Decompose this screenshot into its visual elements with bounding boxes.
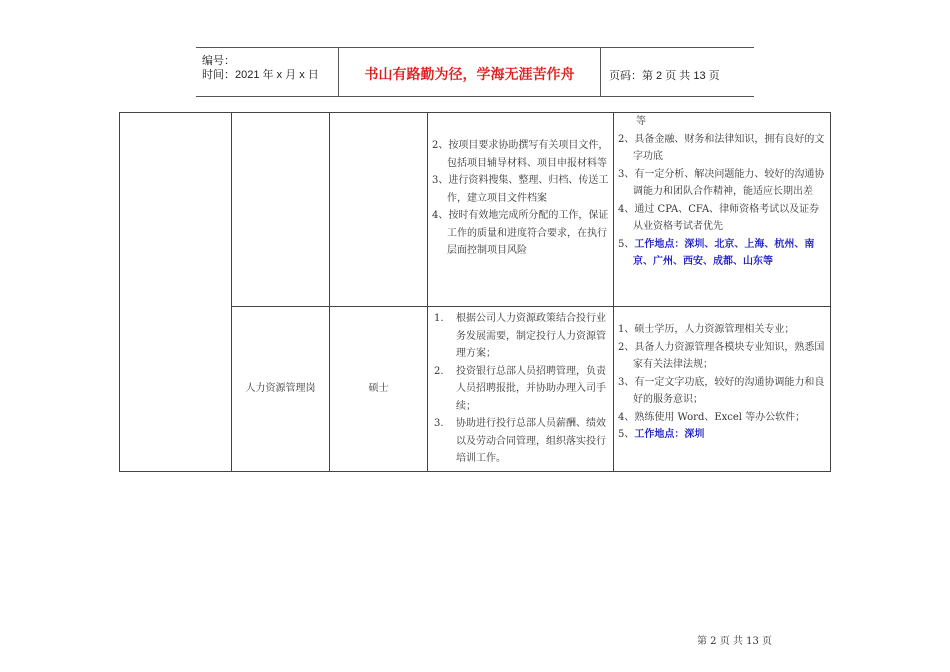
requirement-item: 2、具备金融、财务和法律知识，拥有良好的文字功底	[618, 133, 825, 162]
work-location: 工作地点：深圳	[634, 429, 705, 440]
duty-text: 投资银行总部人员招聘管理，负责人员招聘报批，并协助办理入司手续；	[456, 365, 606, 412]
motto-text: 书山有路勤为径，学海无涯苦作舟	[364, 67, 575, 83]
page-footer: 第 2 页 共 13 页	[697, 636, 772, 647]
duty-item	[434, 310, 609, 363]
position-cell	[232, 113, 330, 307]
doc-time-label: 时间：2021 年 x 月 x 日	[202, 69, 319, 81]
duty-number: 2.	[434, 365, 444, 377]
header-info-cell	[196, 48, 339, 96]
work-location: 工作地点：深圳、北京、上海、杭州、南京、广州、西安、成都、山东等	[633, 238, 815, 267]
degree-cell	[330, 113, 428, 307]
duty-item	[434, 415, 609, 468]
header-page-cell	[601, 48, 754, 96]
requirement-item: 4、熟练使用 Word、Excel 等办公软件；	[618, 411, 806, 423]
duty-item	[434, 363, 609, 416]
page-header	[196, 47, 754, 97]
degree-requirement: 硕士	[368, 383, 389, 394]
requirement-item: 2、具备人力资源管理各模块专业知识，熟悉国家有关法律法规；	[618, 341, 825, 370]
duty-text: 协助进行投行总部人员薪酬、绩效以及劳动合同管理，组织落实投行培训工作。	[456, 418, 606, 464]
category-cell	[120, 113, 232, 472]
position-title: 人力资源管理岗	[245, 383, 316, 394]
duties-cell	[428, 307, 614, 472]
duty-text: 根据公司人力资源政策结合投行业务发展需要，制定投行人力资源管理方案；	[456, 313, 606, 359]
requirements-cell	[614, 307, 831, 472]
requirement-item: 1、硕士学历，人力资源管理相关专业；	[618, 324, 795, 335]
requirements-cell	[614, 113, 831, 307]
location-prefix: 5、	[618, 238, 635, 250]
duties-cell	[428, 113, 614, 307]
duty-number: 3.	[434, 418, 444, 429]
requirement-location	[618, 426, 826, 444]
location-prefix: 5、	[618, 429, 635, 440]
requirement-item: 4、通过 CPA、CFA、律师资格考试以及证券从业资格考试者优先	[618, 203, 820, 232]
requirement-location	[618, 236, 826, 271]
duty-number: 1.	[434, 313, 444, 324]
page-code: 页码：第 2 页 共 13 页	[609, 70, 720, 82]
requirement-item: 3、有一定分析、解决问题能力、较好的沟通协调能力和团队合作精神，能适应长期出差	[618, 168, 825, 197]
requirement-continuation: 等	[636, 116, 646, 127]
duty-item: 2、按项目要求协助撰写有关项目文件，包括项目辅导材料、项目申报材料等	[432, 140, 609, 169]
header-motto-cell	[339, 48, 601, 96]
duty-item: 4、按时有效地完成所分配的工作，保证工作的质量和进度符合要求，在执行层面控制项目风险	[432, 210, 609, 256]
requirement-item: 3、有一定文字功底，较好的沟通协调能力和良好的服务意识；	[618, 376, 825, 405]
doc-number-label: 编号：	[202, 55, 235, 67]
table-row	[120, 113, 831, 307]
position-cell	[232, 307, 330, 472]
job-table	[119, 112, 831, 472]
duty-item: 3、进行资料搜集、整理、归档、传送工作，建立项目文件档案	[432, 175, 609, 204]
degree-cell	[330, 307, 428, 472]
